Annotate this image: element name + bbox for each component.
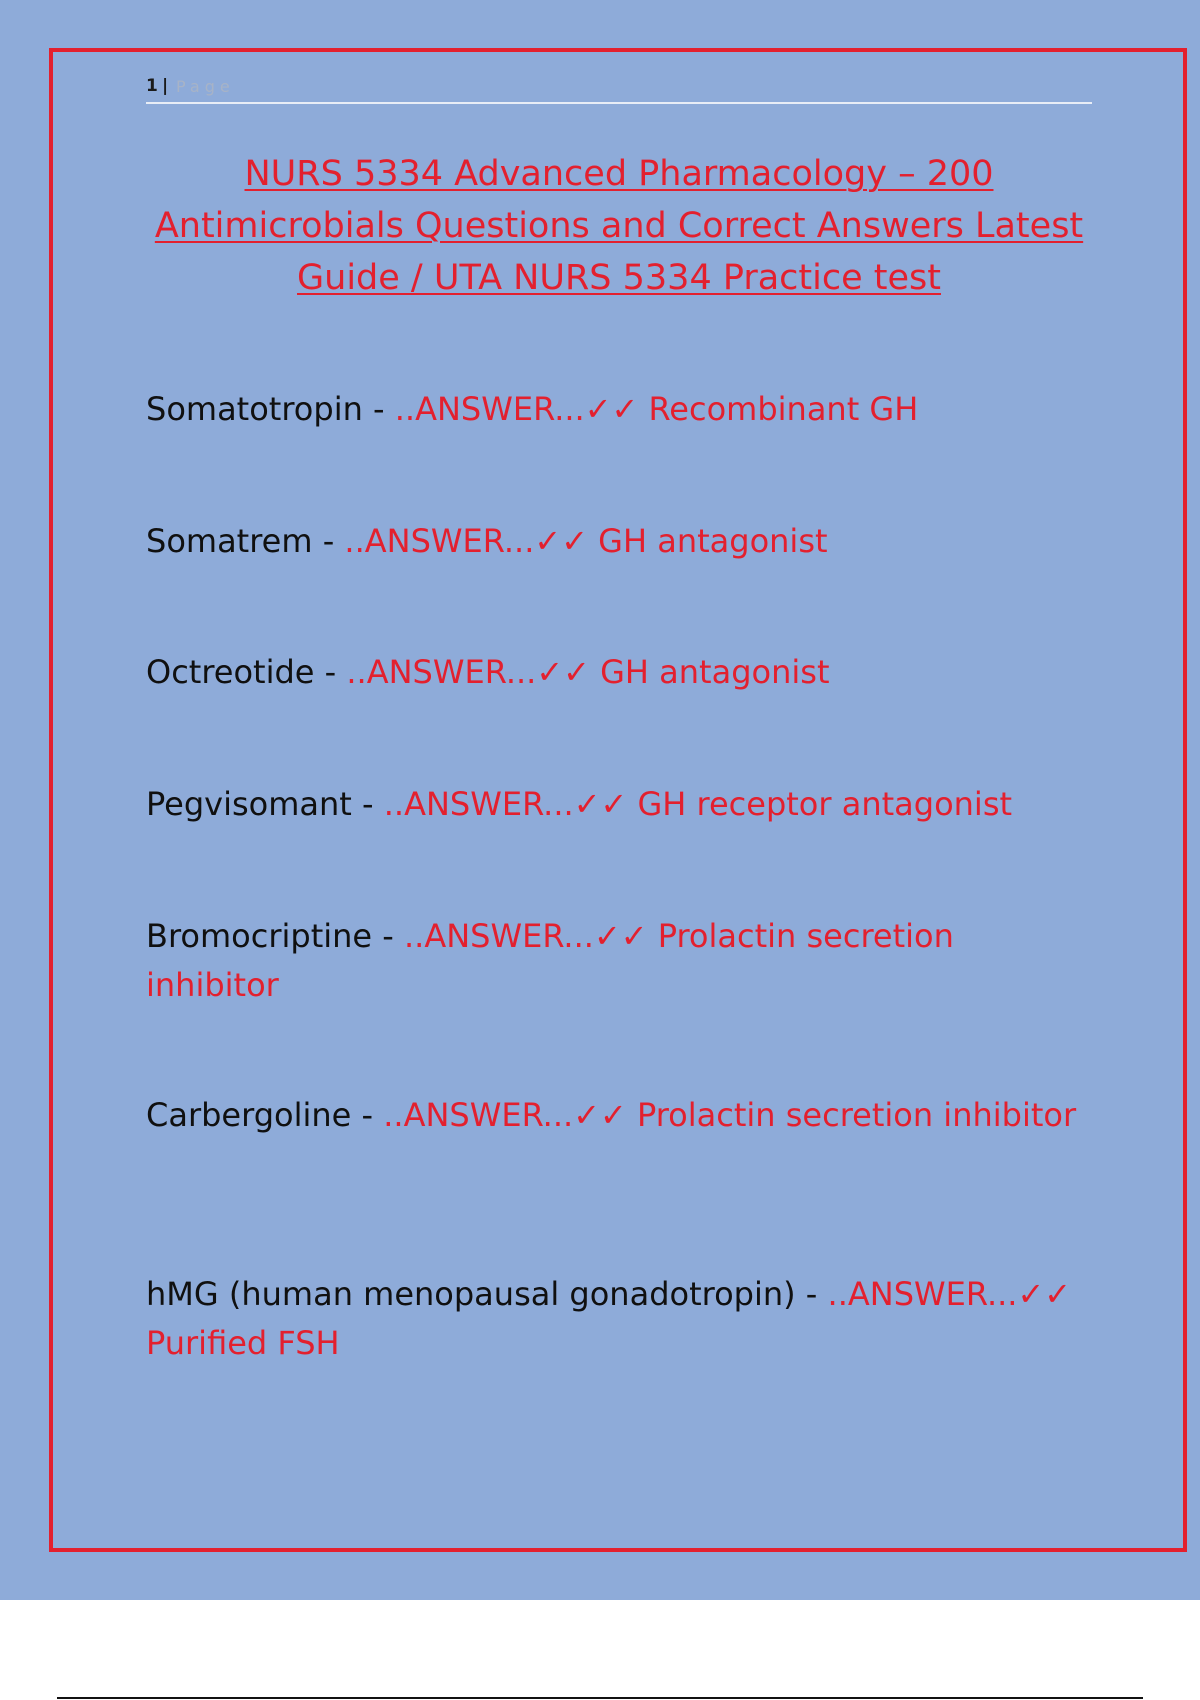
qa-term: Carbergoline bbox=[146, 1096, 352, 1134]
qa-separator: - bbox=[362, 390, 395, 428]
qa-item bbox=[146, 517, 1096, 566]
document-title: NURS 5334 Advanced Pharmacology – 200 Antimicrobials Questions and Correct Answers Latest Guide / UTA NURS 5334 Practice test bbox=[154, 154, 1084, 298]
qa-item bbox=[146, 648, 1096, 697]
qa-separator: - bbox=[351, 1096, 384, 1134]
page-header bbox=[146, 74, 1092, 104]
qa-term: Octreotide bbox=[146, 653, 315, 691]
qa-answer: ..ANSWER...✓✓ Recombinant GH bbox=[394, 390, 919, 428]
qa-answer: ..ANSWER...✓✓ GH antagonist bbox=[344, 522, 828, 560]
qa-term: Somatrem bbox=[146, 522, 313, 560]
qa-term: Pegvisomant bbox=[146, 785, 352, 823]
qa-separator: - bbox=[351, 785, 384, 823]
qa-answer: ..ANSWER...✓✓ GH antagonist bbox=[346, 653, 830, 691]
qa-answer: ..ANSWER...✓✓ Prolactin secretion inhibitor bbox=[383, 1096, 1077, 1134]
qa-term: Somatotropin bbox=[146, 390, 363, 428]
qa-separator: - bbox=[795, 1275, 828, 1313]
qa-term: hMG (human menopausal gonadotropin) bbox=[146, 1275, 796, 1313]
qa-item bbox=[146, 912, 1096, 1010]
footer-rule bbox=[57, 1697, 1143, 1699]
qa-answer: ..ANSWER...✓✓ GH receptor antagonist bbox=[383, 785, 1013, 823]
qa-item bbox=[146, 1270, 1096, 1368]
qa-item bbox=[146, 385, 1096, 434]
qa-answer: ..ANSWER...✓✓ Prolactin secretion inhibitor bbox=[146, 917, 954, 1004]
qa-separator: - bbox=[372, 917, 404, 955]
qa-item bbox=[146, 1091, 1096, 1140]
qa-term: Bromocriptine bbox=[146, 917, 373, 955]
qa-separator: - bbox=[312, 522, 345, 560]
qa-separator: - bbox=[314, 653, 347, 691]
page-number: 1 bbox=[146, 76, 158, 96]
qa-item bbox=[146, 780, 1096, 829]
qa-answer: ..ANSWER...✓✓ Purified FSH bbox=[146, 1275, 1072, 1362]
page-number-separator: | bbox=[162, 76, 169, 96]
page-label: Page bbox=[176, 77, 235, 96]
